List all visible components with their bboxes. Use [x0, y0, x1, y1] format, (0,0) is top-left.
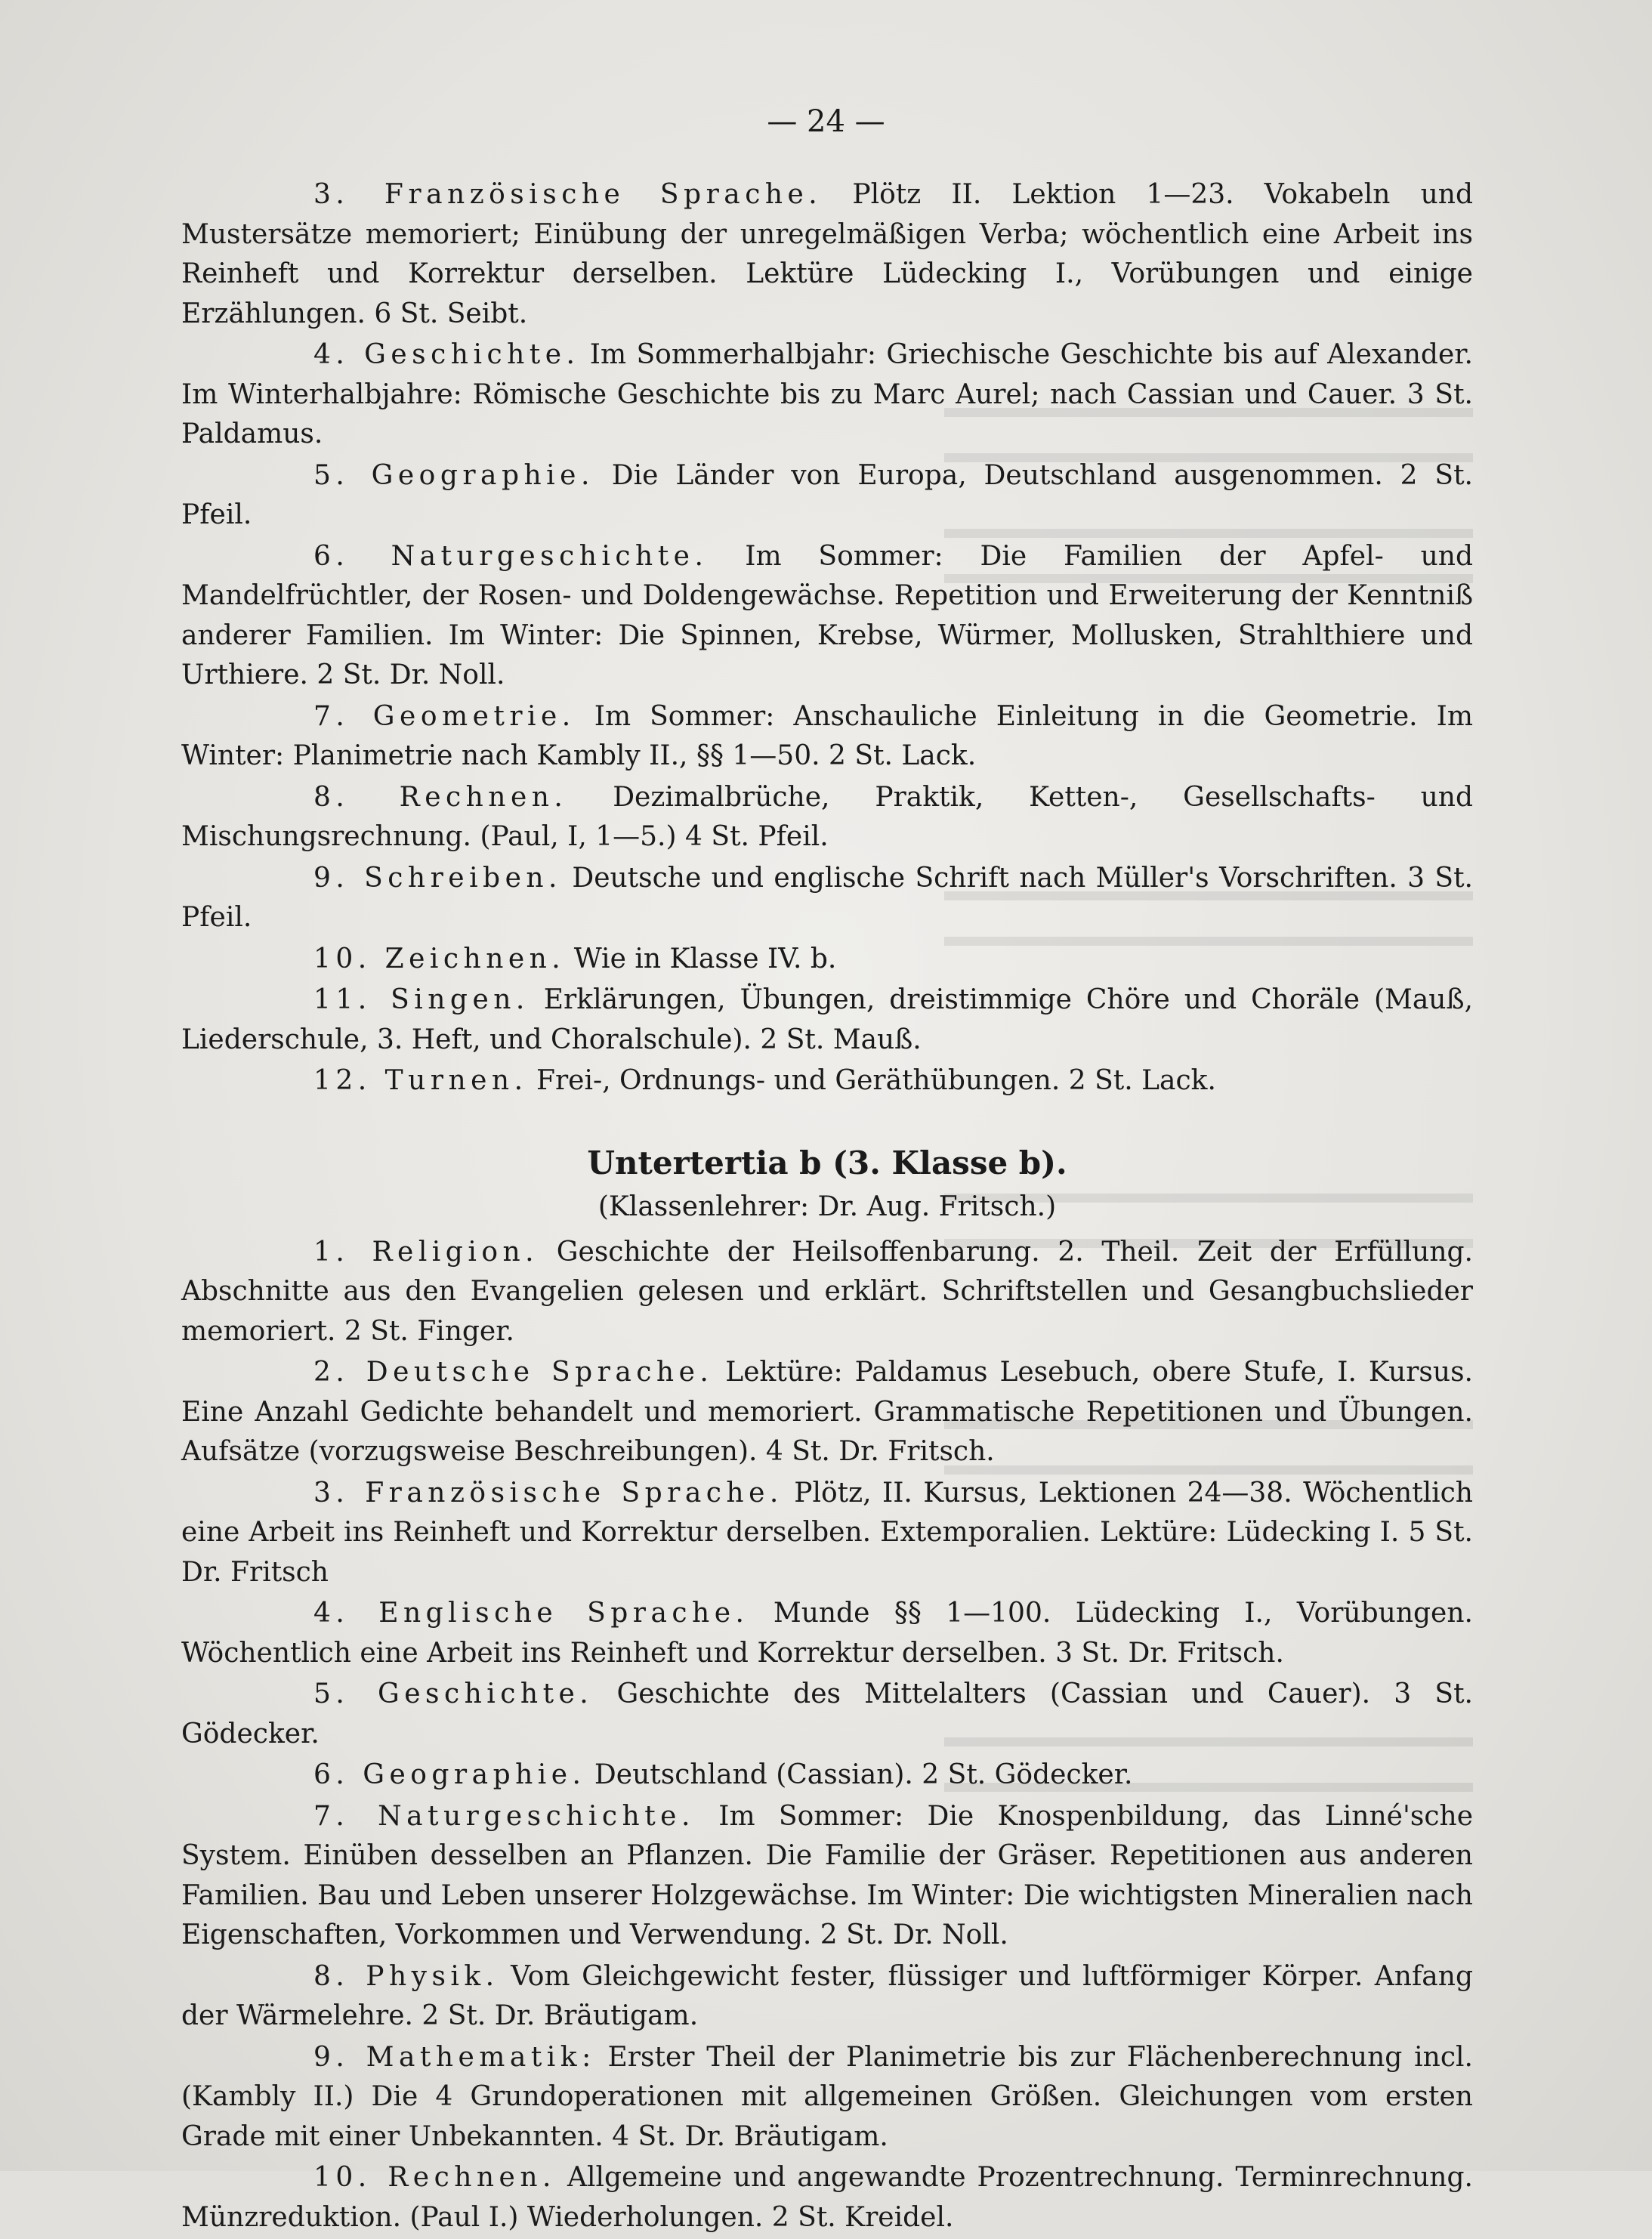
- section-a-item: [181, 1061, 1473, 1101]
- subject-label: 10. Rechnen.: [313, 2162, 556, 2193]
- subject-label: 7. Geometrie.: [313, 700, 576, 732]
- section-a-item: [181, 697, 1473, 777]
- subject-text: Erster Theil der Planimetrie bis zur Flächenberechnung incl. (Kambly II.) Die 4 Grundoperationen mit allgemeinen Größen. Gleichungen vom ersten Grade mit einer Unbekannten. 4 St. Dr. Bräutigam.: [181, 2041, 1473, 2152]
- section-a-item: [181, 335, 1473, 455]
- page-number: — 24 —: [767, 104, 885, 139]
- section-b-subheading: (Klassenlehrer: Dr. Aug. Fritsch.): [597, 1191, 1057, 1222]
- subject-text: Die Länder von Europa, Deutschland ausgenommen. 2 St. Pfeil.: [181, 459, 1473, 530]
- section-b-item: [181, 1353, 1473, 1472]
- subject-text: Munde §§ 1—100. Lüdecking I., Vorübungen. Wöchentlich eine Arbeit ins Reinheft und Korrektur derselben. 3 St. Dr. Fritsch.: [181, 1598, 1473, 1669]
- subject-label: 6. Naturgeschichte.: [313, 540, 709, 572]
- subject-text: Plötz, II. Kursus, Lektionen 24—38. Wöchentlich eine Arbeit ins Reinheft und Korrektur derselben. Extemporalien. Lektüre: Lüdecking I. 5 St. Dr. Fritsch: [181, 1477, 1473, 1588]
- subject-label: 8. Physik.: [313, 1960, 499, 1992]
- subject-label: 4. Geschichte.: [313, 339, 580, 370]
- subject-text: Vom Gleichgewicht fester, flüssiger und luftförmiger Körper. Anfang der Wärmelehre. 2 St. Dr. Bräutigam.: [181, 1960, 1473, 2031]
- subject-label: 7. Naturgeschichte.: [313, 1800, 695, 1832]
- page-body: [181, 175, 1473, 2239]
- section-a-item: [181, 940, 1473, 980]
- section-a: [181, 175, 1473, 1101]
- subject-label: 2. Deutsche Sprache.: [313, 1357, 714, 1388]
- section-b-item: [181, 1797, 1473, 1956]
- section-a-item: [181, 778, 1473, 857]
- section-a-item: [181, 981, 1473, 1060]
- subject-text: Geschichte der Heilsoffenbarung. 2. Theil. Zeit der Erfüllung. Abschnitte aus den Evangelien gelesen und erklärt. Schriftstellen und Gesangbuchslieder memoriert. 2 St. Finger.: [181, 1236, 1474, 1347]
- section-a-item: [181, 456, 1473, 536]
- subject-label: 5. Geschichte.: [313, 1678, 594, 1709]
- subject-text: Plötz II. Lektion 1—23. Vokabeln und Mustersätze memoriert; Einübung der unregelmäßigen Verba; wöchentlich eine Arbeit ins Reinheft und Korrektur derselben. Lektüre Lüdecking I., Vorübungen und einige Erzählungen. 6 St. Seibt.: [181, 179, 1473, 329]
- subject-label: 6. Geographie.: [313, 1759, 586, 1790]
- subject-text: Wie in Klasse IV. b.: [573, 943, 837, 974]
- subject-label: 11. Singen.: [313, 984, 530, 1015]
- section-a-item: [181, 175, 1473, 334]
- subject-label: 8. Rechnen.: [313, 781, 568, 813]
- section-a-item: [181, 537, 1473, 696]
- subject-text: Frei-, Ordnungs- und Geräthübungen. 2 St. Lack.: [536, 1065, 1216, 1096]
- subject-text: Im Sommer: Anschauliche Einleitung in die Geometrie. Im Winter: Planimetrie nach Kambly II., §§ 1—50. 2 St. Lack.: [181, 700, 1473, 771]
- subject-label: 5. Geographie.: [313, 459, 594, 491]
- section-b-item: [181, 1233, 1473, 1352]
- subject-label: 12. Turnen.: [313, 1065, 528, 1096]
- subject-label: 4. Englische Sprache.: [313, 1598, 749, 1629]
- subject-text: Geschichte des Mittelalters (Cassian und Cauer). 3 St. Gödecker.: [181, 1678, 1473, 1750]
- subject-text: Im Sommerhalbjahr: Griechische Geschichte bis auf Alexander. Im Winterhalbjahre: Römische Geschichte bis zu Marc Aurel; nach Cassian und Cauer. 3 St. Paldamus.: [181, 339, 1473, 449]
- section-b-item: [181, 1756, 1473, 1796]
- section-b-item: [181, 2158, 1473, 2237]
- subject-text: Deutschland (Cassian). 2 St. Gödecker.: [594, 1759, 1133, 1790]
- section-b-heading: Untertertia b (3. Klasse b).: [587, 1144, 1067, 1181]
- subject-text: Dezimalbrüche, Praktik, Ketten-, Gesellschafts- und Mischungsrechnung. (Paul, I, 1—5.) 4 St. Pfeil.: [181, 781, 1474, 852]
- subject-text: Im Sommer: Die Knospenbildung, das Linné'sche System. Einüben desselben an Pflanzen. Die Familie der Gräser. Repetitionen aus anderen Familien. Bau und Leben unserer Holzgewächse. Im Winter: Die wichtigsten Mineralien nach Eigenschaften, Vorkommen und Verwendung. 2 St. Dr. Noll.: [181, 1800, 1473, 1950]
- subject-label: 1. Religion.: [313, 1236, 539, 1268]
- section-b-item: [181, 1957, 1473, 2037]
- section-b-item: [181, 1675, 1473, 1754]
- subject-label: 3. Französische Sprache.: [313, 179, 823, 210]
- subject-text: Erklärungen, Übungen, dreistimmige Chöre und Choräle (Mauß, Liederschule, 3. Heft, und Choralschule). 2 St. Mauß.: [181, 984, 1473, 1055]
- subject-label: 9. Mathematik:: [313, 2041, 596, 2073]
- section-a-item: [181, 859, 1473, 938]
- section-b-item: [181, 1594, 1473, 1673]
- subject-text: Deutsche und englische Schrift nach Müller's Vorschriften. 3 St. Pfeil.: [181, 862, 1474, 933]
- subject-label: 10. Zeichnen.: [313, 943, 566, 974]
- subject-text: Im Sommer: Die Familien der Apfel- und Mandelfrüchtler, der Rosen- und Doldengewächse. Repetition und Erweiterung der Kenntniß anderer Familien. Im Winter: Die Spinnen, Krebse, Würmer, Mollusken, Strahlthiere und Urthiere. 2 St. Dr. Noll.: [181, 540, 1473, 690]
- subject-label: 3. Französische Sprache.: [313, 1477, 783, 1509]
- subject-text: Lektüre: Paldamus Lesebuch, obere Stufe, I. Kursus. Eine Anzahl Gedichte behandelt und memoriert. Grammatische Repetitionen und Übungen. Aufsätze (vorzugsweise Beschreibungen). 4 St. Dr. Fritsch.: [181, 1357, 1473, 1467]
- subject-label: 9. Schreiben.: [313, 862, 562, 894]
- section-b-item: [181, 1474, 1473, 1593]
- subject-text: Allgemeine und angewandte Prozentrechnung. Terminrechnung. Münzreduktion. (Paul I.) Wiederholungen. 2 St. Kreidel.: [181, 2162, 1473, 2233]
- section-b: [181, 1233, 1473, 2238]
- section-b-item: [181, 2038, 1473, 2157]
